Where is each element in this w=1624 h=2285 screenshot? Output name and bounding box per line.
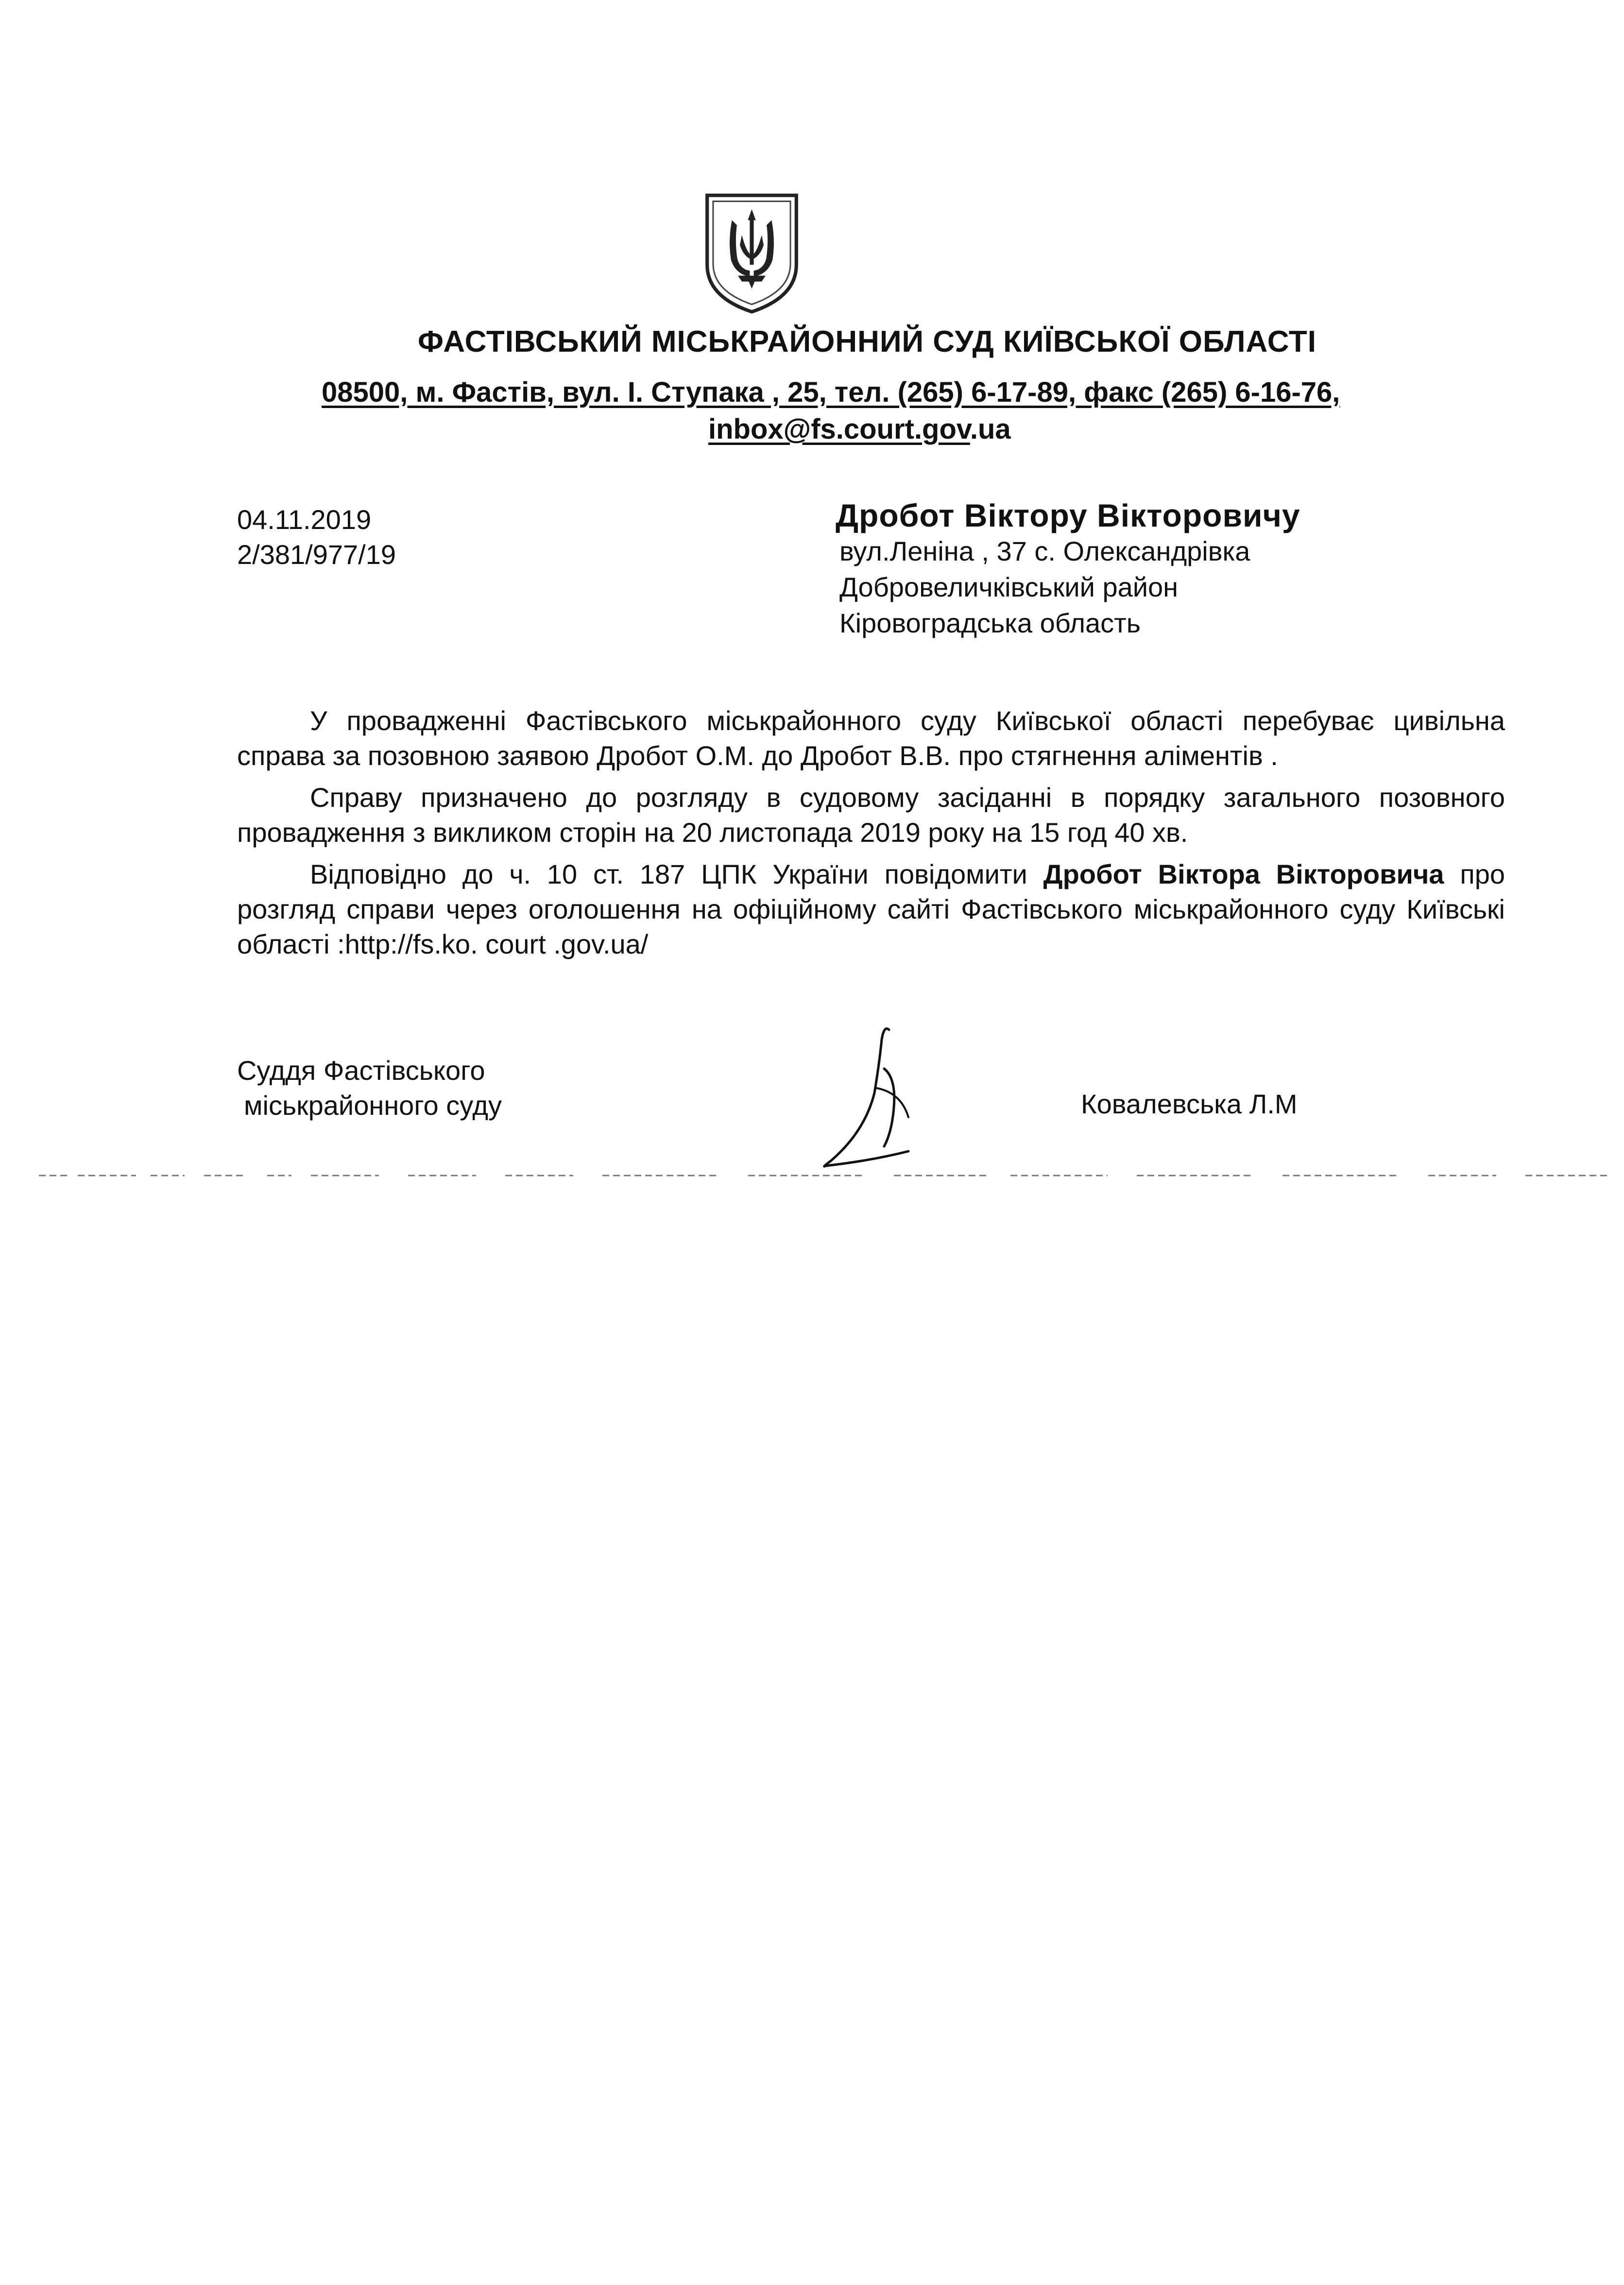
judge-title-line-2: міськрайонного суду: [244, 1090, 502, 1121]
court-address: 08500, м. Фастів, вул. І. Ступака , 25, тел. (265) 6-17-89, факс (265) 6-16-76,: [322, 376, 1340, 408]
body-paragraph-1: У провадженні Фастівського міськрайонного суду Київської області перебуває цивільна справа за позовною заявою Дробот О.М. до Дробот В.В. про стягнення аліментів .: [237, 705, 1505, 771]
court-email-tld: .ua: [970, 413, 1011, 445]
body-paragraph-3: [237, 857, 1505, 962]
judge-title-line-1: Суддя Фастівського: [237, 1055, 485, 1086]
court-title: ФАСТІВСЬКИЙ МІСЬКРАЙОННИЙ СУД КИЇВСЬКОЇ ОБЛАСТІ: [418, 325, 1317, 358]
court-email: [708, 413, 1011, 445]
judge-name: Ковалевська Л.М: [1081, 1089, 1298, 1119]
letter-body: [237, 703, 1505, 969]
judge-title-block: [237, 1053, 502, 1123]
letter-date: 04.11.2019: [237, 504, 372, 535]
scan-edge-line: [39, 1171, 1608, 1180]
recipient-street: вул.Леніна , 37 с. Олександрівка: [839, 536, 1250, 566]
recipient-region: Кіровоградська область: [839, 608, 1141, 638]
letter-date-and-number: [237, 502, 396, 572]
body-p3-text-after: про розгляд справи через оголошення на офіційному сайті Фастівського міськрайонного суду Київські області :http://fs.ko. court .gov.ua/: [237, 859, 1505, 959]
recipient-district: Добровеличківський район: [839, 572, 1179, 602]
court-email-link[interactable]: inbox@fs.court.gov: [708, 413, 970, 445]
body-paragraph-2: Справу призначено до розгляду в судовому засіданні в порядку загального позовного провадження з викликом сторін на 20 листопада 2019 року на 15 год 40 хв.: [237, 782, 1505, 848]
handwritten-signature-icon: [811, 1020, 938, 1176]
recipient-name: Дробот Віктору Вікторовичу: [836, 497, 1300, 533]
letter-reference-number: 2/381/977/19: [237, 539, 396, 570]
body-p3-defendant-name: Дробот Віктора Вікторовича: [1043, 859, 1444, 889]
ukraine-trident-emblem-icon: [702, 190, 802, 314]
recipient-block: [836, 497, 1300, 641]
body-p3-text-before: Відповідно до ч. 10 ст. 187 ЦПК України повідомити: [310, 859, 1043, 889]
